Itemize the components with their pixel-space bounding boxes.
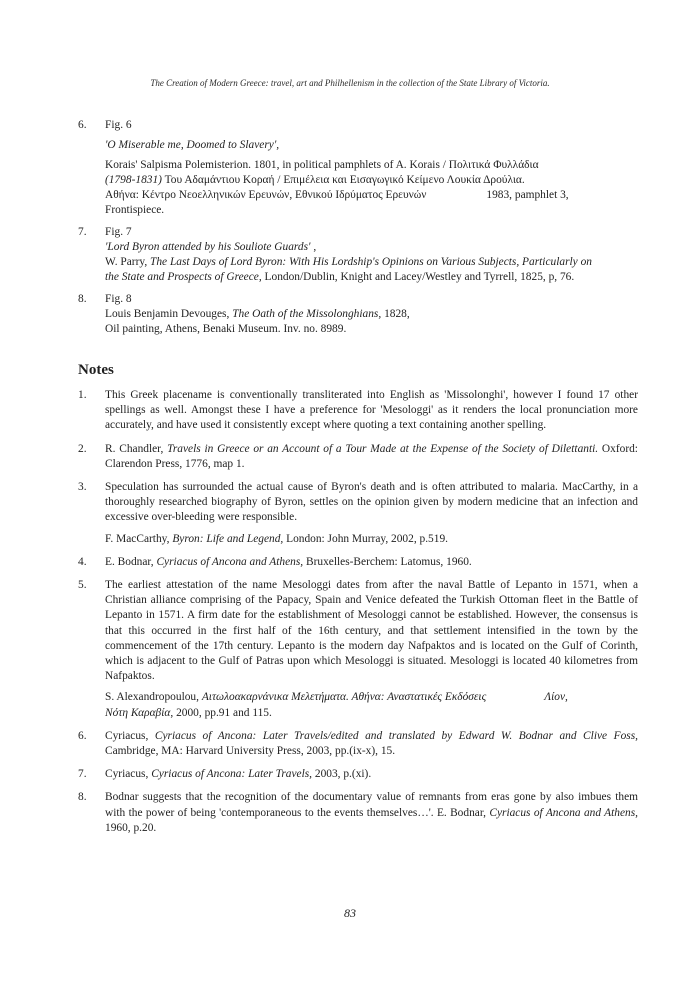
figure-label: Fig. 8 <box>105 293 132 305</box>
figure-title-line <box>105 240 638 255</box>
figure-number: 8. <box>78 293 87 305</box>
citation-text: Του Αδαμάντιου Κοραή / Επιμέλεια και Εισαγωγικό Κείμενο Λουκία Δρούλια. <box>161 174 525 186</box>
note-text <box>105 442 638 472</box>
citation-text: London/Dublin, Knight and Lacey/Westley and Tyrrell, 1825, p, 76. <box>261 271 575 283</box>
citation-text: Αθήνα: Κέντρο Νεοελληνικών Ερευνών, Εθνικού Ιδρύματος Ερευνών <box>105 189 427 201</box>
note-number: 3. <box>78 481 87 494</box>
note-item-8 <box>78 790 638 836</box>
note-text-part: S. Alexandropoulou, <box>105 691 202 704</box>
note-text-part: Oxford: Clarendon Press, 1776, map 1. <box>105 442 638 470</box>
note-number: 5. <box>78 579 87 592</box>
note-italic: Byron: Life and Legend, <box>172 532 284 545</box>
note-text-part: London: John Murray, 2002, p.519. <box>283 532 448 545</box>
note-text: Speculation has surrounded the actual cause of Byron's death and is often attributed to malaria. MacCarthy, in a thoroughly researched biography of Byron, settles on the opinion given by modern medicine that an infection and excessive over-bleeding were responsible. <box>105 481 638 524</box>
figure-title: 'O Miserable me, Doomed to Slavery', <box>105 139 280 151</box>
citation-text: Louis Benjamin Devouges, <box>105 308 233 320</box>
figure-title: 'Lord Byron attended by his Souliote Guards' <box>105 241 311 253</box>
note-italic: Travels in Greece or an Account of a Tour Made at the Expense of the Society of Dilettanti. <box>167 442 599 455</box>
notes-heading: Notes <box>78 362 114 378</box>
figure-entry-6 <box>78 118 638 218</box>
notes-list <box>78 388 638 844</box>
note-text-part: E. Bodnar, <box>105 555 157 568</box>
note-italic: Αιτωλοακαρνάνικα Μελετήματα. Αθήνα: Αναστατικές Εκδόσεις <box>201 691 487 704</box>
figure-citation-line: Oil painting, Athens, Benaki Museum. Inv. no. 8989. <box>105 323 347 335</box>
note-item-6 <box>78 729 638 759</box>
note-text-part: Cyriacus, <box>105 729 155 742</box>
figure-citation-line <box>105 270 638 285</box>
note-text <box>105 729 638 759</box>
citation-italic: the State and Prospects of Greece, <box>105 271 262 283</box>
note-number: 8. <box>78 791 87 804</box>
citation-text: 1983, pamphlet 3, <box>486 189 569 201</box>
figure-citation-line: Korais' Salpisma Polemisterion. 1801, in political pamphlets of A. Korais / Πολιτικά Φυλλάδια <box>105 159 539 171</box>
figure-label: Fig. 7 <box>105 226 132 238</box>
citation-italic: The Last Days of Lord Byron: With His Lordship's Opinions on Various Subjects, Particularly on <box>150 256 592 268</box>
note-text-part: Cyriacus, <box>105 768 152 781</box>
note-number: 6. <box>78 729 87 742</box>
note-number: 1. <box>78 389 87 401</box>
note-text: The earliest attestation of the name Mesologgi dates from after the naval Battle of Lepanto in 1571, when a Christian alliance comprising of the Papacy, Spain and Venice defeated the Turkish Ottoman fleet in the Battle of Lepanto in 1571. A firm date for the establishment of Mesologgi cannot be established. However, the consensus is that this occurred in the first half of the 16th century, and that settlement intensified in the town by the commencement of the 17th century. Lepanto is the modern day Nafpaktos and is located on the Gulf of Corinth, which is adjacent to the Gulf of Patras upon which Mesologgi is situated. Mesologgi is located 40 kilometres from Nafpaktos. <box>105 579 638 683</box>
figure-citation-line: Frontispiece. <box>105 204 165 216</box>
note-italic: Λίον, <box>544 691 568 704</box>
note-item-2 <box>78 442 638 472</box>
note-text-part: Bruxelles-Berchem: Latomus, 1960. <box>303 555 472 568</box>
note-item-4 <box>78 555 638 570</box>
figure-number: 7. <box>78 226 87 238</box>
note-number: 4. <box>78 555 87 568</box>
note-text-part: F. MacCarthy, <box>105 532 173 545</box>
note-text: This Greek placename is conventionally transliterated into English as 'Missolonghi', however I found 17 other spellings as well. Amongst these I have a preference for 'Mesologgi' as it renders the local pronunciation more accurately, and have used it consistently except where quoting a text containing another spelling. <box>105 389 638 432</box>
figure-entry-8 <box>78 292 638 337</box>
note-item-1 <box>78 388 638 434</box>
note-text <box>105 790 638 836</box>
note-text <box>105 767 638 782</box>
page-number: 83 <box>344 906 356 920</box>
note-item-5 <box>78 578 638 721</box>
note-item-3 <box>78 480 638 547</box>
note-italic: Cyriacus of Ancona: Later Travels/edited and translated by Edward W. Bodnar and Clive Foss, <box>154 729 638 742</box>
figure-citation-line <box>105 255 638 270</box>
note-text-part: 1960, p.20. <box>105 821 157 834</box>
note-reference <box>105 532 638 547</box>
note-text-part: Cambridge, MA: Harvard University Press, 2003, pp.(ix-x), 15. <box>105 745 396 758</box>
figure-list <box>78 118 638 344</box>
figure-label: Fig. 6 <box>105 119 132 131</box>
note-text-part: Bodnar suggests that the recognition of the documentary value of remnants from eras gone by also imbues them with the power of being 'contemporaneous to the events themselves…'. E. Bodnar, <box>105 791 638 819</box>
note-text-part: 2003, p.(xi). <box>312 768 372 781</box>
note-italic: Cyriacus of Ancona and Athens, <box>489 806 639 819</box>
figure-title-suffix: , <box>310 241 317 253</box>
note-number: 7. <box>78 768 87 781</box>
citation-italic: The Oath of the Missolonghians, <box>232 308 382 320</box>
note-italic: Cyriacus of Ancona and Athens, <box>156 555 304 568</box>
figure-number: 6. <box>78 119 87 131</box>
citation-text: 1828, <box>381 308 410 320</box>
note-text-part: R. Chandler, <box>105 442 168 455</box>
citation-italic: (1798-1831) <box>105 174 162 186</box>
running-header: The Creation of Modern Greece: travel, art and Philhellenism in the collection of the State Library of Victoria. <box>150 78 550 88</box>
note-text <box>105 555 638 570</box>
figure-entry-7 <box>78 225 638 285</box>
note-item-7 <box>78 767 638 782</box>
figure-citation-line <box>105 188 638 203</box>
figure-citation-line <box>105 307 638 322</box>
citation-text: W. Parry, <box>105 256 151 268</box>
note-text-part: , 2000, pp.91 and 115. <box>170 706 272 719</box>
note-number: 2. <box>78 442 87 455</box>
note-reference <box>105 690 638 720</box>
figure-citation-line <box>105 173 638 188</box>
note-italic: Cyriacus of Ancona: Later Travels, <box>151 768 313 781</box>
note-italic: Νότη Καραβία <box>105 706 171 719</box>
